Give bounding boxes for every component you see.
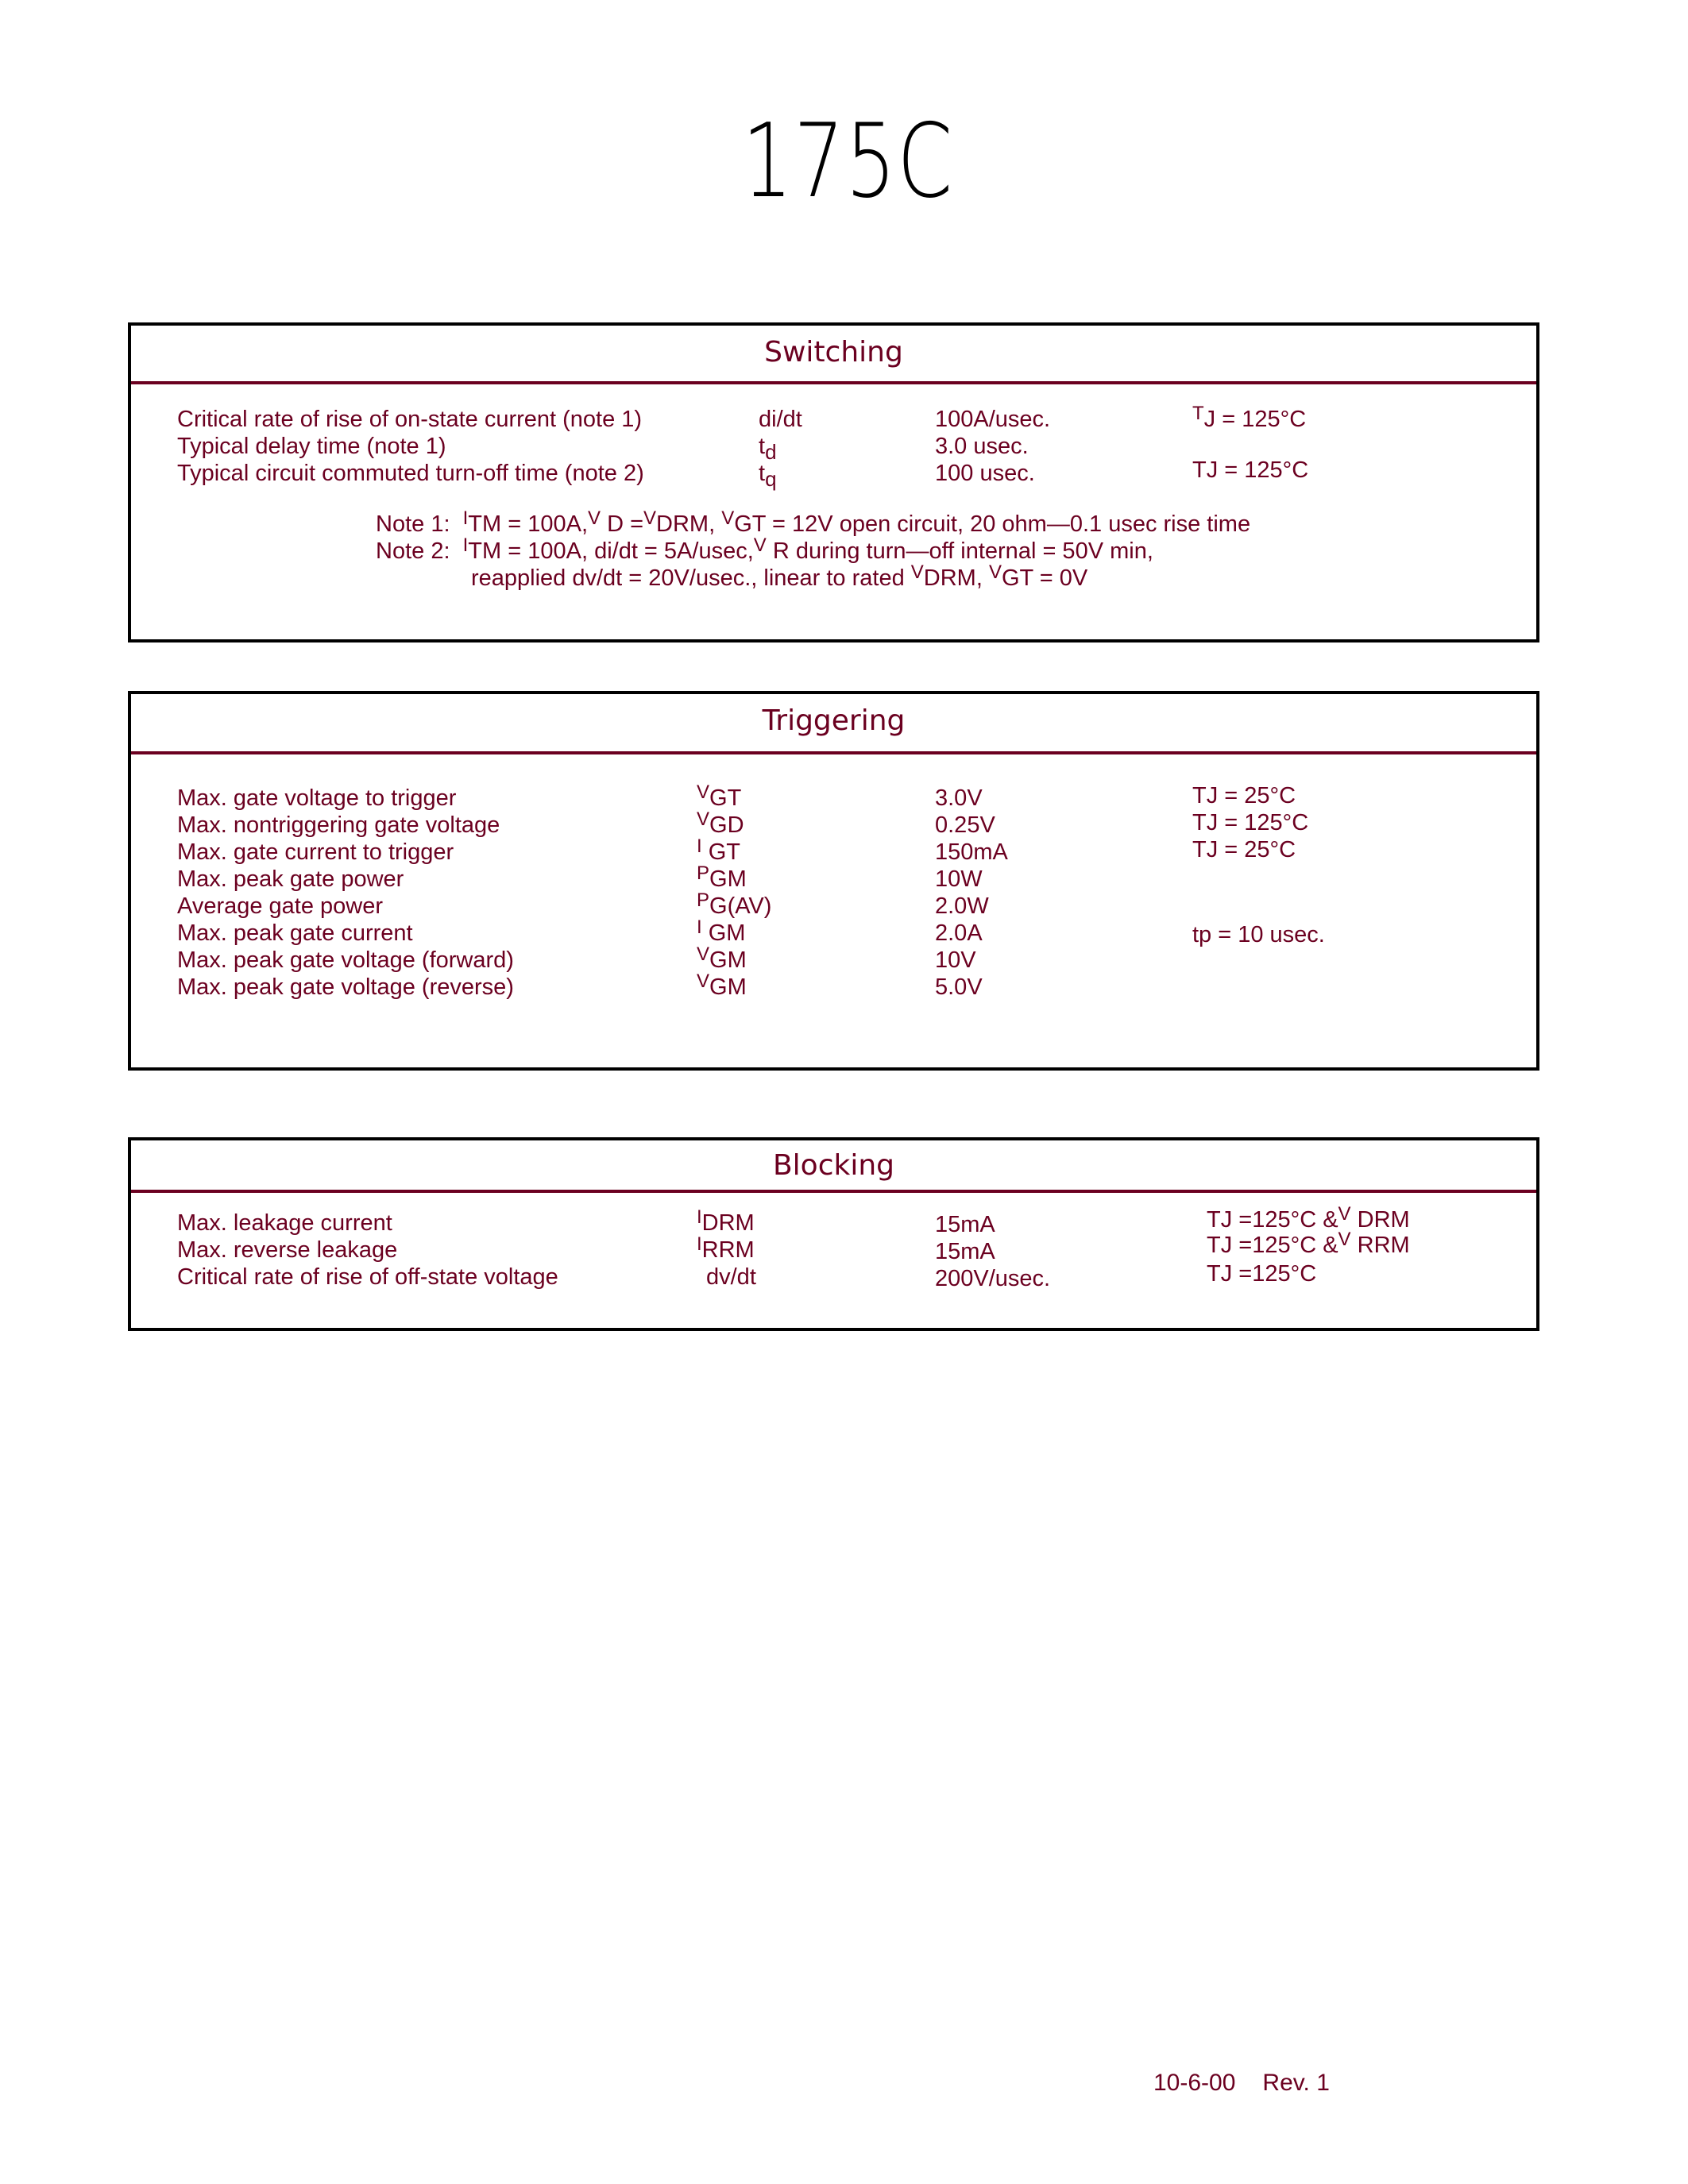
switching-symbol: tq [759, 461, 777, 491]
blocking-symbol: dv/dt [706, 1264, 756, 1290]
triggering-param: Max. gate current to trigger [177, 839, 454, 865]
triggering-param: Max. peak gate voltage (forward) [177, 947, 514, 973]
switching-value: 3.0 usec. [935, 434, 1029, 459]
triggering-param: Max. peak gate current [177, 920, 413, 946]
blocking-header [131, 1140, 1536, 1193]
switching-symbol: di/dt [759, 407, 802, 432]
note-1: Note 1: $^I$TM = 100A,$^V$ D =$^V$DRM, $^V$GT = 12V open circuit, 20 ohm—0.1 usec rise time [376, 507, 1251, 537]
revision-number: Rev. 1 [1262, 2070, 1330, 2096]
revision-date: 10-6-00 [1153, 2070, 1236, 2096]
triggering-value: 2.0A [935, 920, 983, 946]
switching-param: Typical delay time (note 1) [177, 434, 446, 459]
triggering-param: Average gate power [177, 893, 384, 919]
triggering-symbol: $^V$GD [697, 808, 744, 838]
blocking-value: 15mA [935, 1239, 995, 1264]
triggering-condition: tp = 10 usec. [1192, 922, 1325, 947]
blocking-title: Blocking [772, 1149, 895, 1182]
blocking-section [128, 1137, 1539, 1331]
footer [1153, 2070, 1330, 2097]
triggering-param: Max. gate voltage to trigger [177, 785, 457, 811]
blocking-symbol: $^I$DRM [697, 1206, 755, 1236]
switching-value: 100A/usec. [935, 407, 1051, 432]
triggering-symbol: $^V$GM [697, 970, 747, 1000]
triggering-param: Max. nontriggering gate voltage [177, 812, 500, 838]
switching-condition: TJ = 125°C [1192, 457, 1309, 483]
switching-symbol: td [759, 434, 777, 464]
page-title: 175C [742, 102, 954, 221]
switching-title: Switching [764, 336, 903, 369]
triggering-param: Max. peak gate power [177, 866, 404, 892]
triggering-param: Max. peak gate voltage (reverse) [177, 974, 514, 1000]
switching-section [128, 322, 1539, 642]
note-1-label: Note 1: [376, 511, 450, 537]
blocking-value: 200V/usec. [935, 1266, 1051, 1291]
blocking-value: 15mA [935, 1212, 995, 1237]
blocking-symbol: $^I$RRM [697, 1233, 755, 1263]
blocking-param: Critical rate of rise of off-state voltage [177, 1264, 558, 1290]
triggering-value: 5.0V [935, 974, 983, 1000]
blocking-condition: TJ =125°C [1207, 1261, 1317, 1287]
triggering-symbol: $^I$ GM [697, 916, 746, 946]
blocking-condition: TJ =125°C &$^V$ DRM [1207, 1203, 1410, 1233]
triggering-symbol: $^P$G(AV) [697, 889, 772, 919]
triggering-value: 10W [935, 866, 983, 892]
switching-condition: $^T$J = 125°C [1192, 403, 1307, 432]
triggering-value: 3.0V [935, 785, 983, 811]
switching-param: Typical circuit commuted turn-off time (note 2) [177, 461, 644, 486]
triggering-value: 10V [935, 947, 976, 973]
switching-value: 100 usec. [935, 461, 1035, 486]
blocking-param: Max. reverse leakage [177, 1237, 398, 1263]
triggering-title: Triggering [762, 704, 906, 737]
triggering-symbol: $^P$GM [697, 862, 747, 892]
triggering-condition: TJ = 25°C [1192, 837, 1296, 862]
switching-header [131, 326, 1536, 384]
triggering-condition: TJ = 125°C [1192, 810, 1309, 835]
note-2-continued: reapplied dv/dt = 20V/usec., linear to rated $^V$DRM, $^V$GT = 0V [471, 561, 1088, 591]
triggering-value: 150mA [935, 839, 1008, 865]
triggering-value: 0.25V [935, 812, 995, 838]
triggering-condition: TJ = 25°C [1192, 783, 1296, 808]
triggering-value: 2.0W [935, 893, 989, 919]
triggering-symbol: $^I$ GT [697, 835, 741, 865]
triggering-symbol: $^V$GT [697, 781, 742, 811]
switching-param: Critical rate of rise of on-state current (note 1) [177, 407, 643, 432]
note-2-label: Note 2: [376, 538, 450, 564]
note-2: Note 2: $^I$TM = 100A, di/dt = 5A/usec,$^V$ R during turn—off internal = 50V min, [376, 534, 1153, 564]
blocking-condition: TJ =125°C &$^V$ RRM [1207, 1229, 1410, 1258]
triggering-symbol: $^V$GM [697, 943, 747, 973]
triggering-section [128, 691, 1539, 1071]
triggering-header [131, 694, 1536, 754]
blocking-param: Max. leakage current [177, 1210, 392, 1236]
